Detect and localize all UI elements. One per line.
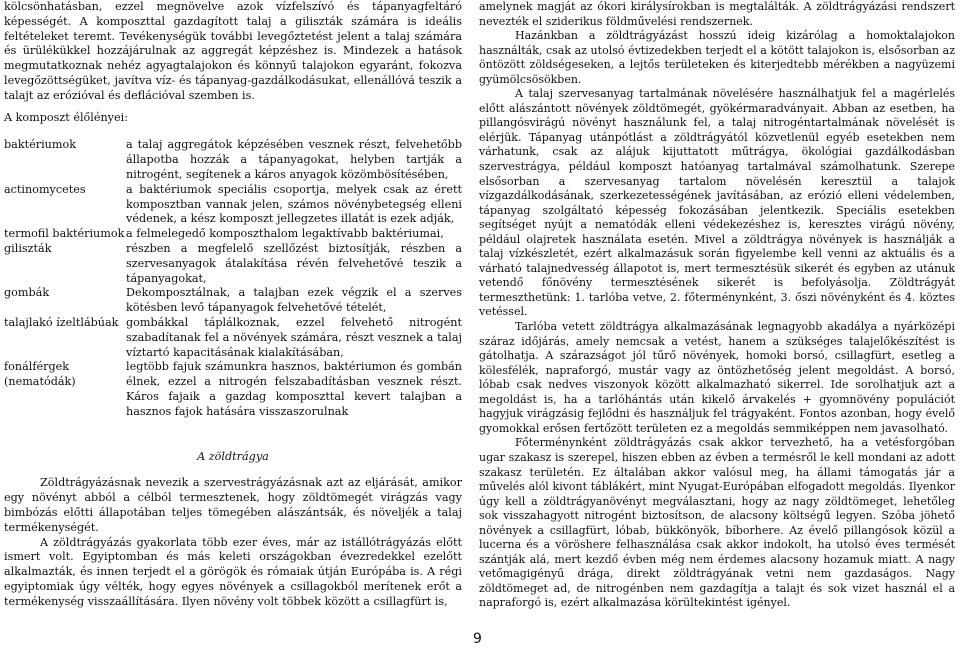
organism-item xyxy=(4,286,462,316)
organism-description: Dekomposztálnak, a talajban ezek végzik el a szerves kötésben levő tápanyagok felvehetővé tételét, xyxy=(126,286,462,315)
organism-name: baktériumok xyxy=(4,138,76,152)
left-column xyxy=(4,0,462,609)
organism-item xyxy=(4,360,462,419)
body-paragraph: A talaj szervesanyag tartalmának növelésére használhatjuk fel a magérlelés előtt alászántott növények zöldtömegét, gyökérmaradványait. Abban az esetben, ha pillangósvirágú növényt használunk fel, a talaj nitrogéntartalmának növelését is elérjük. Tápanyag utánpótlást a zöldtrágyától közvetlenül egyéb esetekben nem várhatunk, csak az alájuk kijuttatott műtrágya, ökológiai gazdálkodásban szervestrágya, például komposzt hatóanyag tartalmával számolhatunk. Szerepe elsősorban a szervesanyag tartalom növelésén keresztül a talajok vízgazdálkodásának, szerkezetességének javításában, az erózió elleni védelemben, tápanyag szolgáltató képesség fokozásában jelentkezik. Speciális esetekben segítséget nyújt a nematódák elleni védekezéshez is, keresztes virágú növény, például olajretek használata esetén. Mivel a zöldtrágya növények is használják a talaj vízkészletét, ezért alkalmazásuk során figyelembe kell venni az aktuális és a várható talajnedvesség állapotot is, mert termesztésük sikerét és egyben az utánuk vetendő főnövény termesztésének sikerét is befolyásolja. Zöldtrágyát termeszthetünk: 1. tarlóba vetve, 2. főterménynként, 3. őszi növényként és 4. köztes vetéssel. xyxy=(479,87,955,319)
organism-item xyxy=(4,316,462,360)
section-paragraph: Zöldtrágyázásnak nevezik a szervestrágyázásnak azt az eljárását, amikor egy növényt abból a célból termesztenek, hogy zöldtömegét virágzás vagy bimbózás előtti állapotában teljes tömegében alászántsák, és növeljék a talaj termékenységét. xyxy=(4,476,462,534)
organism-name: gombák xyxy=(4,286,50,300)
organism-description: gombákkal táplálkoznak, ezzel felvehető nitrogént szabadítanak fel a növények számára, részt vesznek a talaj víztartó kapacitásának kialakításában, xyxy=(126,315,462,359)
organism-description: részben a megfelelő szellőzést biztosítják, részben a szervesanyagok átalakítása révén felvehetővé teszik a tápanyagokat, xyxy=(126,241,462,285)
section-paragraph: A zöldtrágyázás gyakorlata több ezer éves, már az istállótrágyázás előtt ismert volt. Egyiptomban és más keleti országokban évezredekkel ezelőtt alkalmazták, és innen terjedt el a görögök és rómaiak útján Európába is. A régi egyiptomiak úgy vélték, hogy egyes növények a csillagokból merítenek erőt a termékenység visszaállítására. Ilyen növény volt többek között a csillagfürt is, xyxy=(4,535,462,608)
organism-description: a baktériumok speciális csoportja, melyek csak az érett komposztban vannak jelen, számos növénybetegség elleni védenek, a kész komposzt jellegzetes illatát is ezek adják, xyxy=(126,182,462,226)
organism-description: a talaj aggregátok képzésében vesznek részt, felvehetőbb állapotba hozzák a tápanyagokat, helyben tartják a nitrogént, segítenek a káros anyagok közömbösítésében, xyxy=(126,138,462,181)
organism-description: legtöbb fajuk számunkra hasznos, baktériumon és gombán élnek, ezzel a nitrogén felszabadításban vesznek részt. Káros fajaik a gazdag komposzttal kevert talajban a hasznos fajok hatására visszaszorulnak xyxy=(126,360,462,418)
organism-description: a felmelegedő komposzthalom legaktívabb baktériumai, xyxy=(126,227,444,241)
organism-name: giliszták xyxy=(4,241,52,255)
intro-paragraph: kölcsönhatásban, ezzel megnövelve azok vízfelszívó és tápanyagfeltáró képességét. A komposzttal gazdagított talaj a giliszták számára is ideális feltételeket teremt. Tevékenységük további levegőztetést jelent a talaj számára és ürülékükkel hozzájárulnak az aggregát képzéshez is. Mindezek a hatások megmutatkoznak nehéz agyagtalajokon és könnyű talajokon egyaránt, fokozva levegőzöttségüket, javítva víz- és tápanyag-gazdálkodásukat, ellenállóvá teszik a talajt az erózióval és deflációval szemben is. xyxy=(4,0,462,102)
organisms-heading: A komposzt élőlényei: xyxy=(4,110,128,124)
organism-name: talajlakó ízeltlábúak xyxy=(4,315,119,329)
body-paragraph: amelynek magját az ókori királysírokban is megtalálták. A zöldtrágyázási rendszert nevezték el sziderikus földművelési rendszernek. xyxy=(479,0,955,28)
body-paragraph: Főterménynként zöldtrágyázás csak akkor tervezhető, ha a vetésforgóban ugar szakasz is szerepel, hiszen ebben az évben a termésről le kell mondani az adott szakasz területén. Ez általában akkor valósul meg, ha állami támogatás jár a művelés alól kivont táblákért, mint Nyugat-Európában elfogadott megoldás. Ilyenkor úgy kell a zöldtrágyanövényt megválasztani, hogy az nagy zöldtömeget, lehetőleg sok visszahagyott nitrogént biztosítson, de alacsony költségű legyen. Szóba jöhető növények a csillagfürt, lóbab, bükkönyök, bíborhere. Az évelő pillangósok közül a lucerna és a vöröshere felhasználása csak akkor indokolt, ha utolsó éves termését szántják alá, mert kezdő évben még nem érdemes alacsony hozamuk miatt. A nagy vetőmagigényű drága, direkt zöldtrágyának vetni nem gazdaságos. Nagy zöldtömeget ad, de nitrogénben nem gazdagítja a talajt és sok vizet használ el a napraforgó is, ezért alkalmazása körültekintést igényel. xyxy=(479,436,955,610)
organisms-list xyxy=(4,138,462,419)
organism-name: actinomycetes xyxy=(4,182,86,196)
right-column xyxy=(479,0,955,611)
organism-item xyxy=(4,242,462,286)
organism-item xyxy=(4,183,462,227)
organism-name: termofil baktériumok xyxy=(4,227,125,241)
page-number: 9 xyxy=(473,631,482,647)
organism-name: fonálférgek (nematódák) xyxy=(4,360,76,389)
body-paragraph: Tarlóba vetett zöldtrágya alkalmazásának legnagyobb akadálya a nyárközépi száraz időjárás, amely nemcsak a vetést, hanem a szükséges talajelőkészítést is gátolhatja. A szárazságot jól tűrő növények, homoki borsó, csillagfürt, esetleg a kölesfélék, napraforgó, mustár vagy az öntözhetőség jelent megoldást. A borsó, lóbab csak nedves viszonyok között alkalmazható sikerrel. Ide sorolhatjuk azt a megoldást is, ha a tarlóhántás után kikelő árvakelés + gyomnövény populációt hagyjuk virágzásig fejlődni és használjuk fel trágyaként. Fontos azonban, hogy évelő gyomokkal erősen fertőzött területen ez a megoldás semmiképpen nem javasolható. xyxy=(479,320,955,435)
organism-item xyxy=(4,138,462,182)
section-title: A zöldtrágya xyxy=(197,449,269,463)
organism-item xyxy=(4,227,462,242)
body-paragraph: Hazánkban a zöldtrágyázást hosszú ideig kizárólag a homoktalajokon használták, csak az utolsó évtizedekben terjedt el a kötött talajokon is, elsősorban az öntözött zöldségeseken, a lejtős területeken és kiterjedtebb mérékben a nagyüzemi gyümölcsösökben. xyxy=(479,29,955,86)
